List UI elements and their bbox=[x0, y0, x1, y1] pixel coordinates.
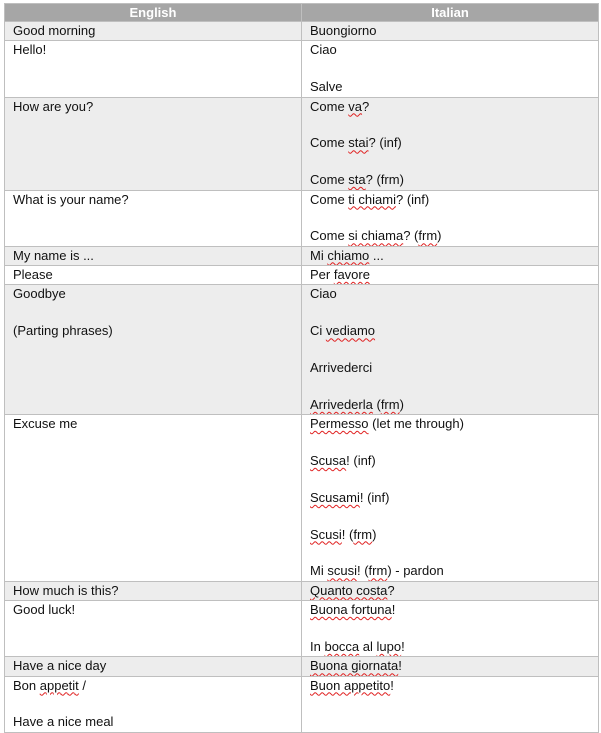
cell-line: Arrivederla (frm) bbox=[310, 396, 404, 412]
cell-line bbox=[310, 60, 590, 78]
cell-line: My name is ... bbox=[13, 247, 94, 263]
cell-line: Salve bbox=[310, 79, 343, 95]
cell-line: Excuse me bbox=[13, 416, 78, 432]
cell-line: Goodbye bbox=[13, 286, 66, 302]
italian-cell bbox=[302, 415, 599, 582]
cell-line bbox=[310, 116, 590, 134]
cell-line bbox=[310, 434, 590, 452]
table-row bbox=[5, 190, 599, 246]
cell-line: Have a nice day bbox=[13, 658, 107, 674]
cell-line: Come stai? (inf) bbox=[310, 135, 402, 151]
english-cell bbox=[5, 22, 302, 41]
cell-line: Mi chiamo ... bbox=[310, 247, 384, 263]
misspelled-word: scusi bbox=[327, 563, 357, 579]
header-row bbox=[5, 4, 599, 22]
misspelled-word: ti chiami bbox=[348, 191, 396, 207]
misspelled-word: Scusa bbox=[310, 452, 347, 468]
cell-line: How are you? bbox=[13, 98, 94, 114]
phrase-table bbox=[4, 3, 599, 733]
misspelled-word: sta bbox=[348, 172, 366, 188]
cell-line: Hello! bbox=[13, 42, 47, 58]
english-cell bbox=[5, 246, 302, 265]
italian-cell bbox=[302, 266, 599, 285]
cell-line: Ciao bbox=[310, 42, 337, 58]
misspelled-word: stai bbox=[348, 135, 369, 151]
cell-line: Permesso (let me through) bbox=[310, 416, 464, 432]
cell-line: Please bbox=[13, 267, 53, 283]
cell-line: Ci vediamo bbox=[310, 323, 376, 339]
cell-line bbox=[13, 695, 293, 713]
italian-cell bbox=[302, 97, 599, 190]
misspelled-word: si chiama bbox=[348, 228, 404, 244]
cell-line bbox=[310, 544, 590, 562]
cell-line: Good luck! bbox=[13, 602, 76, 618]
english-cell bbox=[5, 285, 302, 415]
cell-line: Have a nice meal bbox=[13, 714, 114, 730]
table-row bbox=[5, 581, 599, 600]
cell-line bbox=[310, 620, 590, 638]
english-cell bbox=[5, 581, 302, 600]
cell-line: Buon appetito! bbox=[310, 677, 394, 693]
cell-line: What is your name? bbox=[13, 191, 129, 207]
table-row bbox=[5, 41, 599, 97]
table-body bbox=[5, 22, 599, 733]
italian-cell bbox=[302, 41, 599, 97]
cell-line: Per favore bbox=[310, 267, 370, 283]
table-row bbox=[5, 22, 599, 41]
header-italian: Italian bbox=[302, 4, 599, 22]
cell-line bbox=[310, 470, 590, 488]
italian-cell bbox=[302, 246, 599, 265]
misspelled-word: Scusi bbox=[310, 526, 342, 542]
cell-line: Mi scusi! (frm) - pardon bbox=[310, 563, 444, 579]
cell-line bbox=[310, 507, 590, 525]
cell-line: Bon appetit / bbox=[13, 677, 87, 693]
cell-line bbox=[310, 377, 590, 395]
cell-line bbox=[13, 304, 293, 322]
cell-line: Scusami! (inf) bbox=[310, 489, 390, 505]
misspelled-word: frm bbox=[380, 396, 400, 412]
english-cell bbox=[5, 657, 302, 676]
misspelled-word: lupo bbox=[376, 638, 402, 654]
english-cell bbox=[5, 97, 302, 190]
cell-line bbox=[310, 153, 590, 171]
cell-line: Arrivederci bbox=[310, 360, 373, 376]
misspelled-word: va bbox=[348, 98, 363, 114]
misspelled-word: bocca bbox=[324, 638, 360, 654]
misspelled-word: Buona giornata bbox=[310, 658, 399, 674]
table-row bbox=[5, 657, 599, 676]
cell-line: Ciao bbox=[310, 286, 337, 302]
cell-line bbox=[310, 341, 590, 359]
english-cell bbox=[5, 266, 302, 285]
misspelled-word: Scusami bbox=[310, 489, 360, 505]
misspelled-word: Quanto costa bbox=[310, 582, 388, 598]
cell-line: (Parting phrases) bbox=[13, 323, 113, 339]
cell-line: Buona giornata! bbox=[310, 658, 402, 674]
misspelled-word: frm bbox=[418, 228, 438, 244]
cell-line: Come sta? (frm) bbox=[310, 172, 404, 188]
cell-line: In bocca al lupo! bbox=[310, 638, 405, 654]
english-cell bbox=[5, 41, 302, 97]
misspelled-word: frm bbox=[353, 526, 373, 542]
misspelled-word: Buon appetito bbox=[310, 677, 391, 693]
italian-cell bbox=[302, 601, 599, 657]
italian-cell bbox=[302, 657, 599, 676]
misspelled-word: chiamo bbox=[327, 247, 370, 263]
cell-line: Scusa! (inf) bbox=[310, 452, 376, 468]
misspelled-word: favore bbox=[333, 267, 370, 283]
table-row bbox=[5, 97, 599, 190]
italian-cell bbox=[302, 22, 599, 41]
table-row bbox=[5, 285, 599, 415]
cell-line bbox=[310, 304, 590, 322]
table-row bbox=[5, 601, 599, 657]
cell-line: How much is this? bbox=[13, 582, 119, 598]
italian-cell bbox=[302, 676, 599, 732]
cell-line: Buongiorno bbox=[310, 23, 377, 38]
cell-line: Good morning bbox=[13, 23, 96, 38]
header-english: English bbox=[5, 4, 302, 22]
table-row bbox=[5, 246, 599, 265]
italian-cell bbox=[302, 190, 599, 246]
cell-line: Scusi! (frm) bbox=[310, 526, 377, 542]
misspelled-word: Arrivederla bbox=[310, 396, 373, 412]
english-cell bbox=[5, 190, 302, 246]
english-cell bbox=[5, 676, 302, 732]
english-cell bbox=[5, 601, 302, 657]
table-row bbox=[5, 676, 599, 732]
cell-line: Quanto costa? bbox=[310, 582, 395, 598]
misspelled-word: appetit bbox=[39, 677, 79, 693]
misspelled-word: Buona fortuna bbox=[310, 602, 392, 618]
misspelled-word: Permesso bbox=[310, 416, 369, 432]
cell-line: Come va? bbox=[310, 98, 370, 114]
italian-cell bbox=[302, 285, 599, 415]
cell-line bbox=[310, 209, 590, 227]
misspelled-word: vediamo bbox=[325, 323, 376, 339]
table-row bbox=[5, 415, 599, 582]
english-cell bbox=[5, 415, 302, 582]
table-row bbox=[5, 266, 599, 285]
cell-line: Come si chiama? (frm) bbox=[310, 228, 442, 244]
cell-line: Come ti chiami? (inf) bbox=[310, 191, 430, 207]
cell-line: Buona fortuna! bbox=[310, 602, 396, 618]
italian-cell bbox=[302, 581, 599, 600]
misspelled-word: frm bbox=[368, 563, 388, 579]
